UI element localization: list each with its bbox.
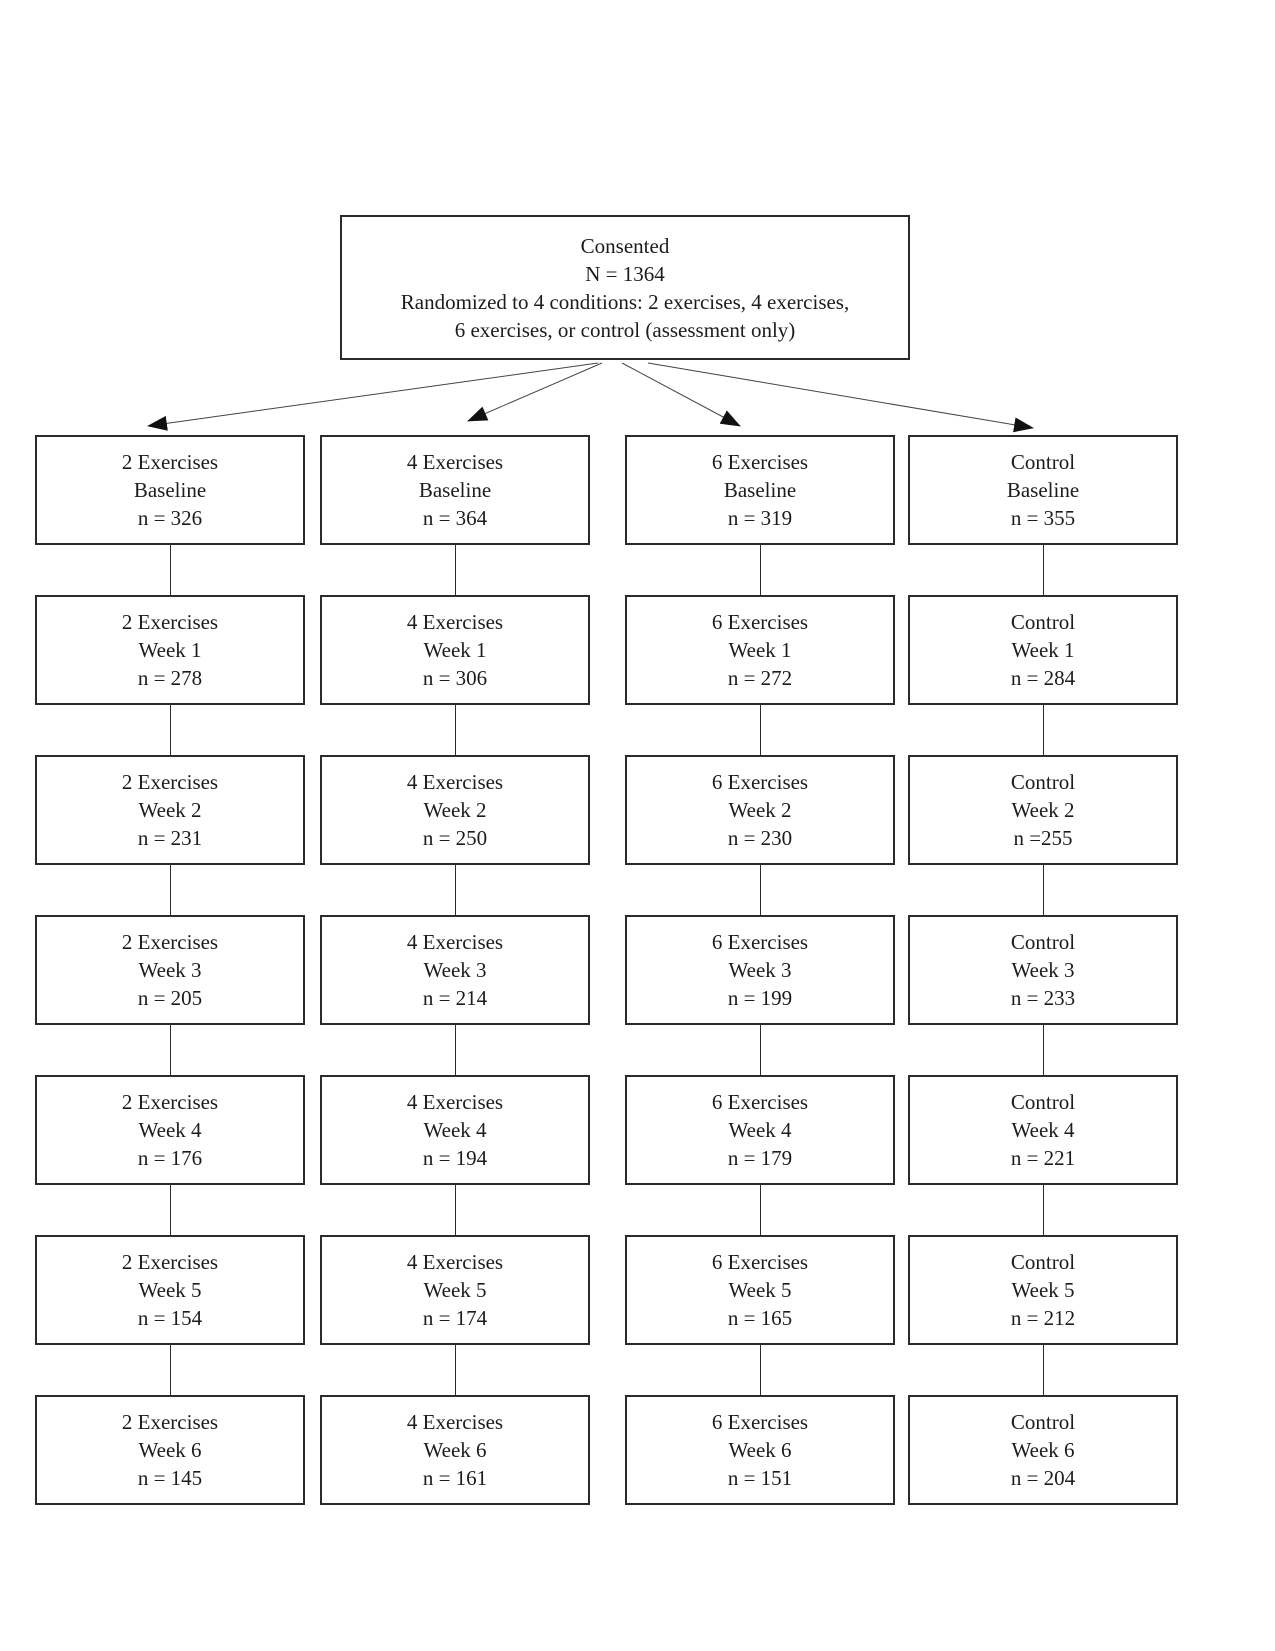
- connector-line: [170, 705, 171, 755]
- flow-column: [908, 435, 1178, 1505]
- box-period: Week 6: [1011, 1438, 1075, 1462]
- box-condition: 4 Exercises: [406, 450, 504, 474]
- box-condition: 2 Exercises: [121, 1250, 219, 1274]
- box-condition: Control: [1010, 1410, 1076, 1434]
- flow-box: [625, 1395, 895, 1505]
- arrow-to-control: [648, 363, 1033, 428]
- flow-column: [625, 435, 895, 1505]
- connector-line: [1043, 545, 1044, 595]
- box-period: Week 5: [138, 1278, 202, 1302]
- connector-line: [170, 1345, 171, 1395]
- box-n: n =255: [1013, 826, 1073, 850]
- box-period: Week 6: [423, 1438, 487, 1462]
- connector-line: [760, 865, 761, 915]
- connector-line: [760, 1185, 761, 1235]
- box-period: Week 1: [728, 638, 792, 662]
- flow-box: [320, 1075, 590, 1185]
- box-condition: 2 Exercises: [121, 770, 219, 794]
- flow-box: [320, 435, 590, 545]
- box-period: Week 2: [423, 798, 487, 822]
- connector-line: [455, 1345, 456, 1395]
- flow-box: [908, 435, 1178, 545]
- box-period: Week 5: [728, 1278, 792, 1302]
- flow-box: [35, 435, 305, 545]
- box-n: n = 355: [1010, 506, 1076, 530]
- box-condition: 6 Exercises: [711, 450, 809, 474]
- box-n: n = 165: [727, 1306, 793, 1330]
- connector-line: [170, 865, 171, 915]
- box-n: n = 326: [137, 506, 203, 530]
- flow-box: [320, 1235, 590, 1345]
- box-condition: 2 Exercises: [121, 1410, 219, 1434]
- connector-line: [170, 1185, 171, 1235]
- box-period: Week 4: [423, 1118, 487, 1142]
- flow-box: [625, 595, 895, 705]
- flow-box: [35, 915, 305, 1025]
- box-n: n = 145: [137, 1466, 203, 1490]
- connector-line: [170, 1025, 171, 1075]
- box-condition: 4 Exercises: [406, 1410, 504, 1434]
- box-condition: Control: [1010, 770, 1076, 794]
- box-period: Week 1: [423, 638, 487, 662]
- box-n: n = 205: [137, 986, 203, 1010]
- box-condition: 6 Exercises: [711, 1250, 809, 1274]
- box-period: Week 3: [423, 958, 487, 982]
- box-n: n = 176: [137, 1146, 203, 1170]
- flow-box: [908, 1395, 1178, 1505]
- flow-box: [625, 915, 895, 1025]
- box-period: Baseline: [723, 478, 797, 502]
- consented-n: N = 1364: [585, 261, 665, 286]
- connector-line: [455, 1025, 456, 1075]
- box-n: n = 179: [727, 1146, 793, 1170]
- consented-title: Consented: [580, 233, 670, 258]
- flow-box: [320, 595, 590, 705]
- flow-column: [320, 435, 590, 1505]
- box-condition: 4 Exercises: [406, 770, 504, 794]
- connector-line: [455, 865, 456, 915]
- connector-line: [1043, 1025, 1044, 1075]
- box-n: n = 194: [422, 1146, 488, 1170]
- box-condition: 2 Exercises: [121, 610, 219, 634]
- box-period: Week 3: [138, 958, 202, 982]
- box-condition: 2 Exercises: [121, 450, 219, 474]
- box-n: n = 151: [727, 1466, 793, 1490]
- flow-box: [35, 755, 305, 865]
- connector-line: [760, 705, 761, 755]
- box-n: n = 161: [422, 1466, 488, 1490]
- box-period: Week 6: [138, 1438, 202, 1462]
- box-condition: 2 Exercises: [121, 1090, 219, 1114]
- box-period: Week 6: [728, 1438, 792, 1462]
- box-n: n = 212: [1010, 1306, 1076, 1330]
- connector-line: [1043, 1345, 1044, 1395]
- connector-line: [455, 705, 456, 755]
- box-n: n = 306: [422, 666, 488, 690]
- box-condition: Control: [1010, 1090, 1076, 1114]
- connector-line: [760, 1025, 761, 1075]
- box-period: Week 5: [423, 1278, 487, 1302]
- box-period: Week 3: [1011, 958, 1075, 982]
- flow-box: [320, 755, 590, 865]
- flow-column: [35, 435, 305, 1505]
- consented-randomized-line-2: 6 exercises, or control (assessment only): [454, 317, 796, 342]
- flow-box: [625, 1235, 895, 1345]
- box-period: Week 2: [138, 798, 202, 822]
- box-condition: Control: [1010, 610, 1076, 634]
- box-n: n = 364: [422, 506, 488, 530]
- box-n: n = 174: [422, 1306, 488, 1330]
- box-condition: 2 Exercises: [121, 930, 219, 954]
- box-condition: Control: [1010, 1250, 1076, 1274]
- flow-box: [625, 435, 895, 545]
- consented-box: [340, 215, 910, 360]
- flow-box: [908, 1235, 1178, 1345]
- arrow-to-4-exercises: [468, 363, 602, 421]
- consented-randomized-line-1: Randomized to 4 conditions: 2 exercises, 4 exercises,: [400, 289, 850, 314]
- flow-box: [625, 1075, 895, 1185]
- box-period: Baseline: [1006, 478, 1080, 502]
- box-period: Week 4: [1011, 1118, 1075, 1142]
- box-condition: 4 Exercises: [406, 610, 504, 634]
- box-n: n = 250: [422, 826, 488, 850]
- box-condition: 4 Exercises: [406, 1090, 504, 1114]
- box-condition: 4 Exercises: [406, 1250, 504, 1274]
- box-n: n = 231: [137, 826, 203, 850]
- box-period: Week 1: [1011, 638, 1075, 662]
- box-condition: 6 Exercises: [711, 1410, 809, 1434]
- connector-line: [170, 545, 171, 595]
- box-n: n = 154: [137, 1306, 203, 1330]
- box-period: Week 5: [1011, 1278, 1075, 1302]
- box-condition: 6 Exercises: [711, 770, 809, 794]
- box-period: Week 2: [1011, 798, 1075, 822]
- connector-line: [1043, 705, 1044, 755]
- box-condition: Control: [1010, 450, 1076, 474]
- box-n: n = 214: [422, 986, 488, 1010]
- box-period: Baseline: [418, 478, 492, 502]
- box-condition: 6 Exercises: [711, 930, 809, 954]
- box-n: n = 278: [137, 666, 203, 690]
- connector-line: [1043, 1185, 1044, 1235]
- flow-box: [320, 915, 590, 1025]
- box-n: n = 204: [1010, 1466, 1076, 1490]
- flow-box: [625, 755, 895, 865]
- box-n: n = 233: [1010, 986, 1076, 1010]
- box-n: n = 221: [1010, 1146, 1076, 1170]
- box-n: n = 230: [727, 826, 793, 850]
- flow-box: [35, 1395, 305, 1505]
- arrow-to-2-exercises: [148, 363, 598, 426]
- box-n: n = 319: [727, 506, 793, 530]
- box-n: n = 284: [1010, 666, 1076, 690]
- flow-box: [35, 595, 305, 705]
- box-period: Week 2: [728, 798, 792, 822]
- box-period: Week 4: [728, 1118, 792, 1142]
- box-condition: Control: [1010, 930, 1076, 954]
- connector-line: [455, 1185, 456, 1235]
- box-period: Baseline: [133, 478, 207, 502]
- flow-box: [35, 1235, 305, 1345]
- flow-box: [320, 1395, 590, 1505]
- connector-line: [760, 1345, 761, 1395]
- box-period: Week 1: [138, 638, 202, 662]
- box-n: n = 199: [727, 986, 793, 1010]
- flow-box: [908, 915, 1178, 1025]
- box-condition: 4 Exercises: [406, 930, 504, 954]
- flow-box: [908, 755, 1178, 865]
- connector-line: [760, 545, 761, 595]
- flow-box: [908, 595, 1178, 705]
- box-condition: 6 Exercises: [711, 1090, 809, 1114]
- connector-line: [1043, 865, 1044, 915]
- box-n: n = 272: [727, 666, 793, 690]
- flow-box: [908, 1075, 1178, 1185]
- connector-line: [455, 545, 456, 595]
- flow-box: [35, 1075, 305, 1185]
- box-period: Week 4: [138, 1118, 202, 1142]
- arrow-to-6-exercises: [622, 363, 740, 426]
- box-period: Week 3: [728, 958, 792, 982]
- box-condition: 6 Exercises: [711, 610, 809, 634]
